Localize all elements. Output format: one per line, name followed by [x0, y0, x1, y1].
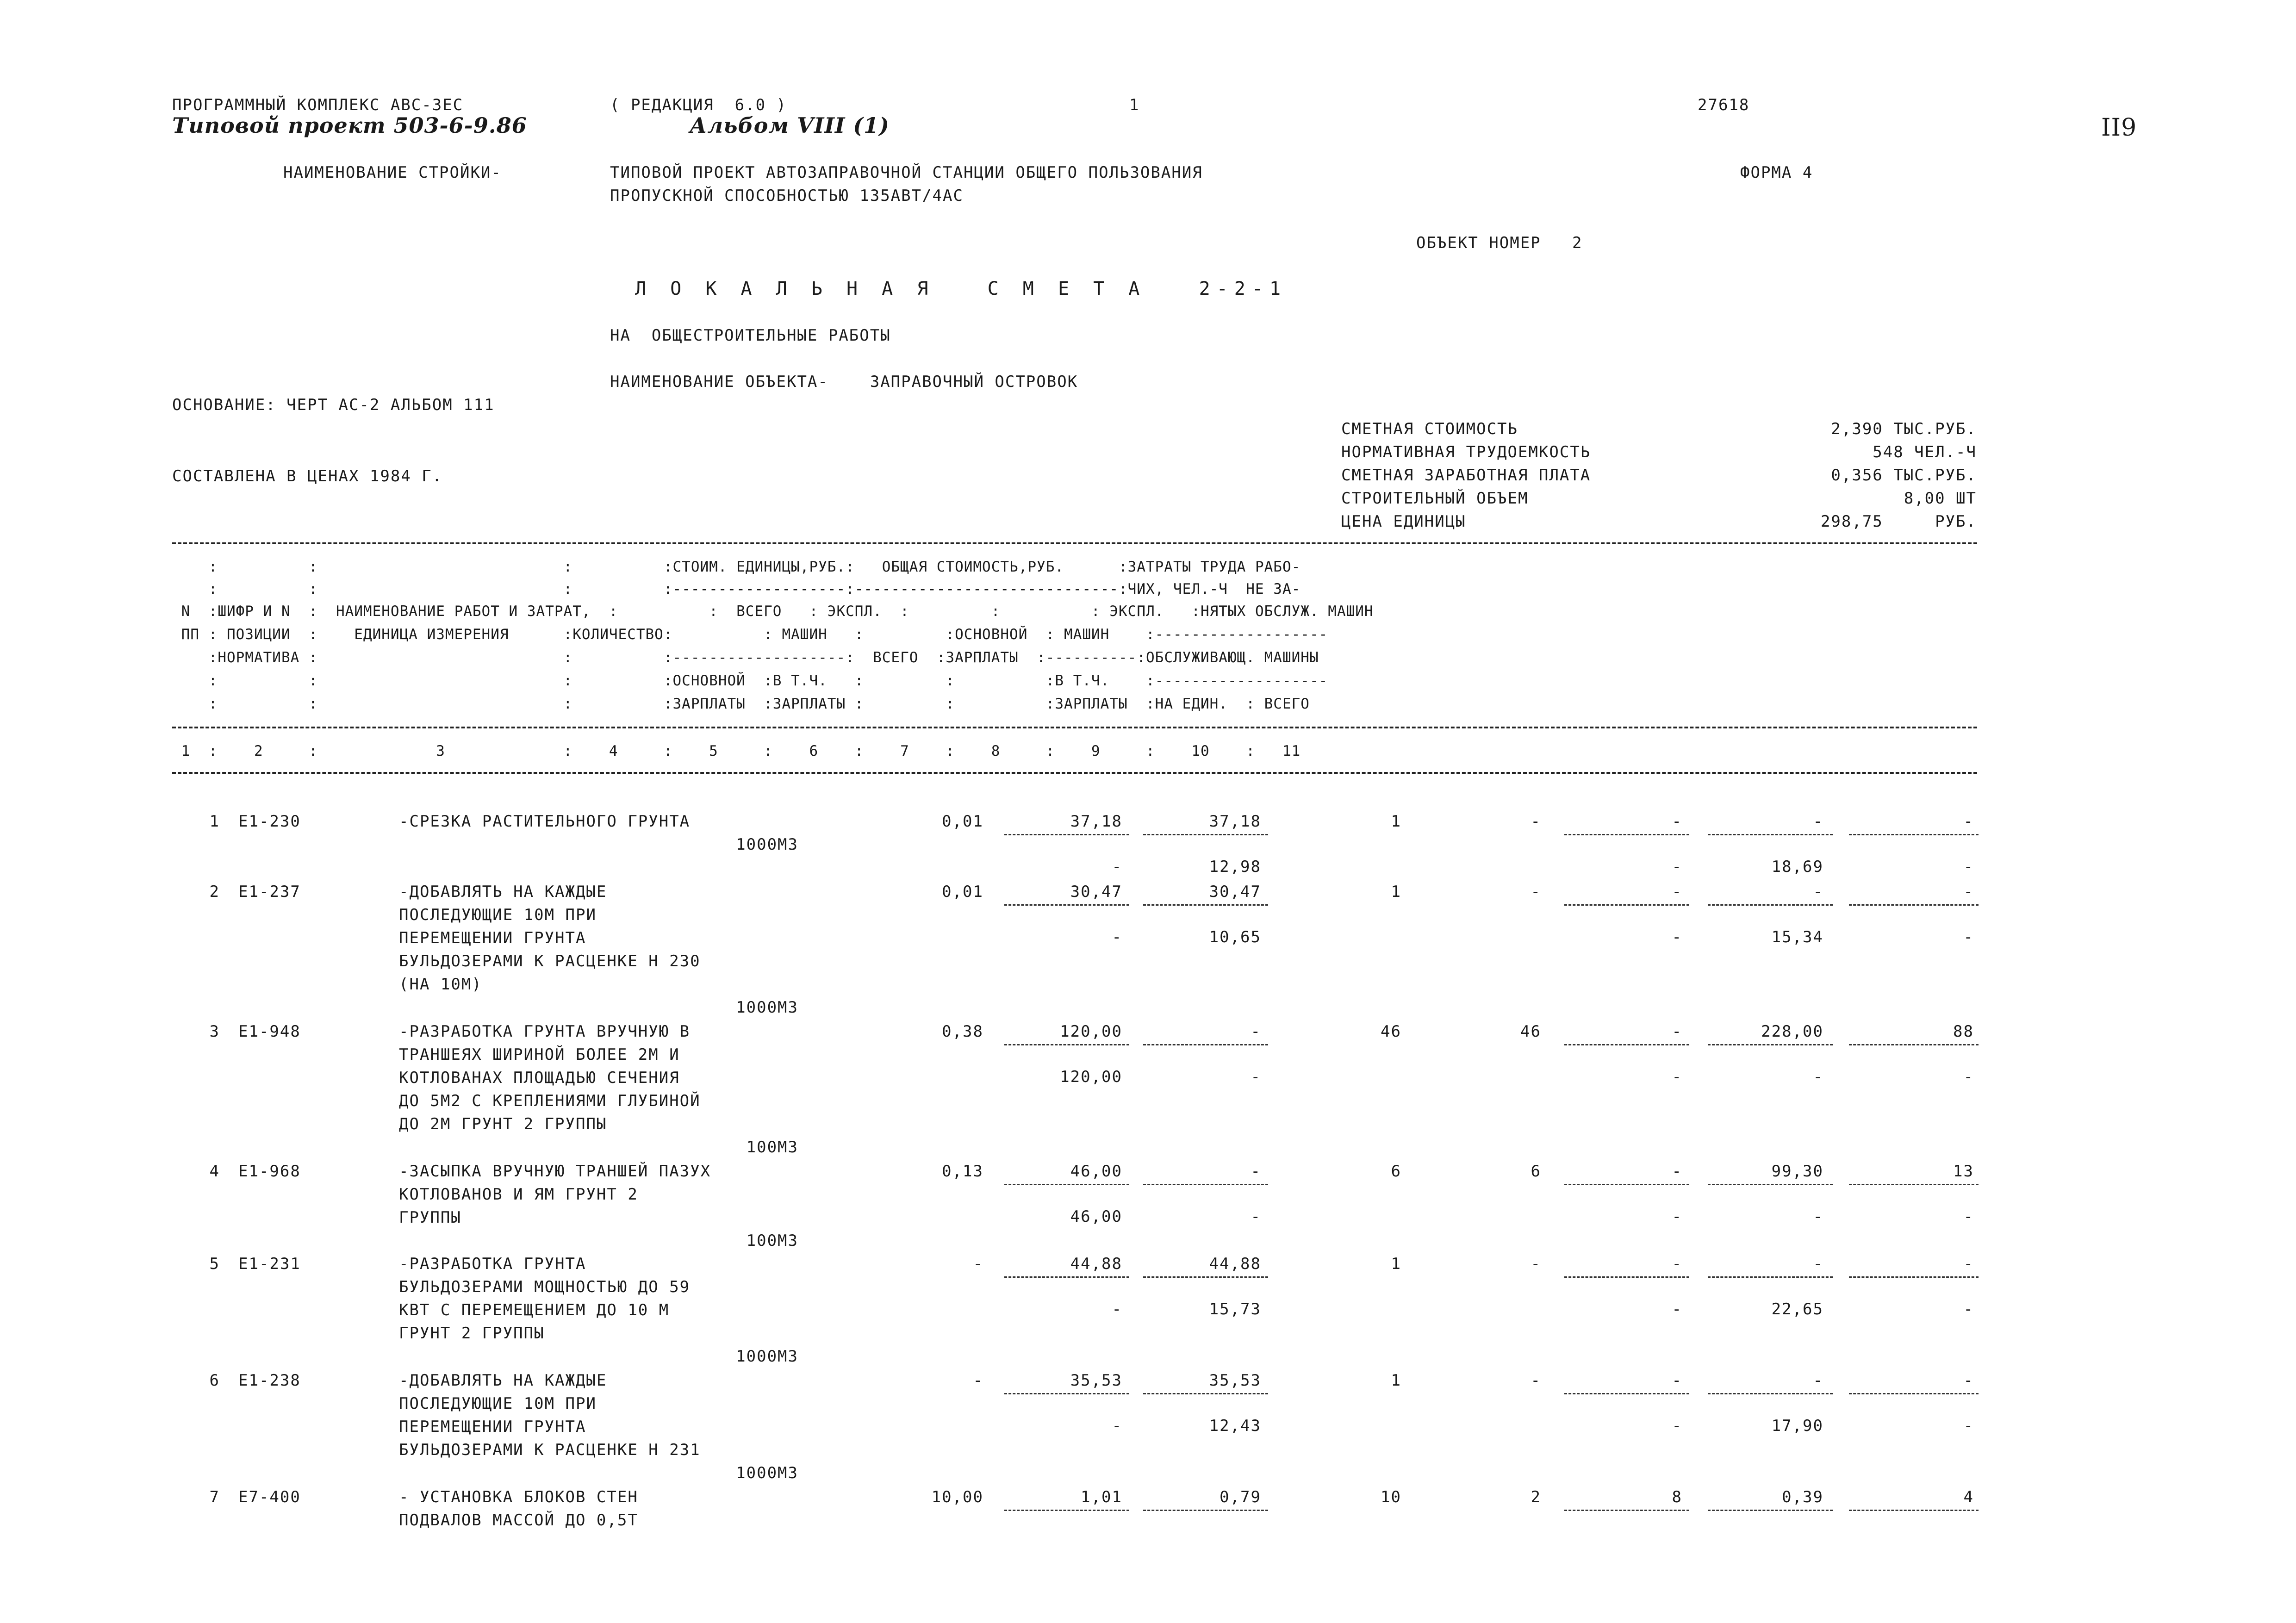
- labor-per-unit: 99,30: [1771, 1162, 1823, 1181]
- work-name: (НА 10М): [399, 975, 482, 994]
- unit-cost-machines: -: [1251, 1162, 1261, 1181]
- service-total: -: [1963, 858, 1974, 876]
- work-name: -РАЗРАБОТКА ГРУНТА: [399, 1255, 586, 1273]
- total-cost: 1: [1391, 1371, 1401, 1390]
- labor-total: 4: [1963, 1488, 1974, 1506]
- work-name: ПОДВАЛОВ МАССОЙ ДО 0,5Т: [399, 1511, 638, 1530]
- norm-code: Е7-400: [238, 1488, 301, 1506]
- summary-label: ЦЕНА ЕДИНИЦЫ: [1341, 512, 1466, 531]
- column-numbers-rule: [172, 772, 1977, 774]
- work-name: ГРУППЫ: [399, 1208, 461, 1227]
- quantity: 0,13: [942, 1162, 983, 1181]
- measure-unit: 100М3: [746, 1231, 798, 1250]
- total-base-salary: 46: [1520, 1022, 1541, 1041]
- row-number: 1: [209, 812, 220, 831]
- total-cost: 1: [1391, 1255, 1401, 1273]
- table-header-line: : : : :СТОИМ. ЕДИНИЦЫ,РУБ.: ОБЩАЯ СТОИМОСТЬ,РУБ. :ЗАТРАТЫ ТРУДА РАБО-: [172, 559, 1301, 575]
- row-number: 7: [209, 1488, 220, 1506]
- program-name: ПРОГРАММНЫЙ КОМПЛЕКС АВС-ЗЕС: [172, 96, 464, 114]
- row-number: 6: [209, 1371, 220, 1390]
- quantity: 10,00: [931, 1488, 983, 1506]
- total-cost: 6: [1391, 1162, 1401, 1181]
- labor-total: -: [1963, 812, 1974, 831]
- service-per-unit: -: [1813, 1068, 1823, 1086]
- measure-unit: 1000М3: [736, 835, 798, 854]
- unit-cost-total: 46,00: [1070, 1162, 1122, 1181]
- subtotal-rule: [1564, 1044, 1689, 1045]
- labor-per-unit: 0,39: [1782, 1488, 1823, 1506]
- work-name: БУЛЬДОЗЕРАМИ К РАСЦЕНКЕ Н 230: [399, 952, 701, 970]
- work-name: ДО 2М ГРУНТ 2 ГРУППЫ: [399, 1115, 607, 1133]
- quantity: 0,01: [942, 812, 983, 831]
- subtotal-rule: [1708, 1393, 1833, 1394]
- total-base-salary: 6: [1531, 1162, 1541, 1181]
- table-header-line: : : : :-------------------:-----------------------------:ЧИХ, ЧЕЛ.-Ч НЕ ЗА-: [172, 581, 1301, 597]
- unit-cost-total: 37,18: [1070, 812, 1122, 831]
- machine-salary: -: [1672, 858, 1682, 876]
- total-machines: -: [1672, 1022, 1682, 1041]
- subtotal-rule: [1708, 1184, 1833, 1185]
- unit-cost-total: 35,53: [1070, 1371, 1122, 1390]
- machine-salary: -: [1672, 1207, 1682, 1226]
- summary-label: НОРМАТИВНАЯ ТРУДОЕМКОСТЬ: [1341, 443, 1591, 461]
- labor-total: 13: [1953, 1162, 1974, 1181]
- program-edition: ( РЕДАКЦИЯ 6.0 ): [610, 96, 787, 114]
- work-name: ПОСЛЕДУЮЩИЕ 10М ПРИ: [399, 906, 597, 924]
- norm-code: Е1-230: [238, 812, 301, 831]
- total-cost: 1: [1391, 883, 1401, 901]
- summary-value: 8,00 ШТ: [1904, 489, 1977, 508]
- machine-salary: -: [1672, 1068, 1682, 1086]
- unit-machine-salary: 12,43: [1209, 1417, 1261, 1435]
- summary-label: СМЕТНАЯ ЗАРАБОТНАЯ ПЛАТА: [1341, 466, 1591, 485]
- work-name: -ДОБАВЛЯТЬ НА КАЖДЫЕ: [399, 883, 607, 901]
- service-per-unit: 15,34: [1771, 928, 1823, 946]
- prices-basis: СОСТАВЛЕНА В ЦЕНАХ 1984 Г.: [172, 467, 443, 485]
- work-name: БУЛЬДОЗЕРАМИ К РАСЦЕНКЕ Н 231: [399, 1441, 701, 1459]
- unit-cost-machines: 30,47: [1209, 883, 1261, 901]
- total-cost: 10: [1381, 1488, 1401, 1506]
- total-machines: -: [1672, 812, 1682, 831]
- total-machines: -: [1672, 1162, 1682, 1181]
- table-header-line: ПП : ПОЗИЦИИ : ЕДИНИЦА ИЗМЕРЕНИЯ :КОЛИЧЕСТВО: : МАШИН : :ОСНОВНОЙ : МАШИН :-------------------: [172, 626, 1328, 643]
- unit-cost-machines: 0,79: [1220, 1488, 1261, 1506]
- total-base-salary: -: [1531, 1371, 1541, 1390]
- unit-base-salary: 46,00: [1070, 1207, 1122, 1226]
- labor-per-unit: -: [1813, 812, 1823, 831]
- measure-unit: 100М3: [746, 1138, 798, 1157]
- table-header-line: : : : :ЗАРПЛАТЫ :ЗАРПЛАТЫ : : :ЗАРПЛАТЫ :НА ЕДИН. : ВСЕГО: [172, 696, 1310, 712]
- table-header-line: :НОРМАТИВА : : :-------------------: ВСЕГО :ЗАРПЛАТЫ :----------:ОБСЛУЖИВАЮЩ. МАШИНЫ: [172, 649, 1319, 666]
- machine-salary: -: [1672, 1300, 1682, 1318]
- work-name: ГРУНТ 2 ГРУППЫ: [399, 1324, 545, 1343]
- page-number: II9: [2101, 114, 2137, 142]
- total-machines: -: [1672, 1255, 1682, 1273]
- unit-base-salary: -: [1112, 1417, 1122, 1435]
- norm-code: Е1-948: [238, 1022, 301, 1041]
- labor-per-unit: -: [1813, 1255, 1823, 1273]
- subtotal-rule: [1143, 834, 1268, 835]
- subtotal-rule: [1564, 1510, 1689, 1511]
- subtotal-rule: [1708, 904, 1833, 906]
- total-base-salary: -: [1531, 883, 1541, 901]
- unit-machine-salary: -: [1251, 1207, 1261, 1226]
- labor-per-unit: -: [1813, 1371, 1823, 1390]
- total-cost: 46: [1381, 1022, 1401, 1041]
- work-name: ПЕРЕМЕЩЕНИИ ГРУНТА: [399, 929, 586, 947]
- work-name: КОТЛОВАНОВ И ЯМ ГРУНТ 2: [399, 1185, 638, 1204]
- object-name: НАИМЕНОВАНИЕ ОБЪЕКТА- ЗАПРАВОЧНЫЙ ОСТРОВОК: [610, 373, 1078, 391]
- estimate-title: Л О К А Л Ь Н А Я С М Е Т А 2-2-1: [635, 278, 1288, 299]
- table-header-line: N :ШИФР И N : НАИМЕНОВАНИЕ РАБОТ И ЗАТРАТ, : : ВСЕГО : ЭКСПЛ. : : : ЭКСПЛ. :НЯТЫХ ОБСЛУЖ. МАШИН: [172, 603, 1374, 620]
- subtotal-rule: [1849, 1393, 1979, 1394]
- service-total: -: [1963, 1068, 1974, 1086]
- object-number: ОБЪЕКТ НОМЕР 2: [1416, 234, 1583, 252]
- quantity: 0,01: [942, 883, 983, 901]
- unit-cost-total: 30,47: [1070, 883, 1122, 901]
- unit-machine-salary: 10,65: [1209, 928, 1261, 946]
- subtotal-rule: [1564, 1393, 1689, 1394]
- norm-code: Е1-231: [238, 1255, 301, 1273]
- unit-base-salary: 120,00: [1060, 1068, 1122, 1086]
- machine-salary: -: [1672, 1417, 1682, 1435]
- measure-unit: 1000М3: [736, 998, 798, 1017]
- unit-machine-salary: 15,73: [1209, 1300, 1261, 1318]
- service-per-unit: 18,69: [1771, 858, 1823, 876]
- subtotal-rule: [1143, 1276, 1268, 1278]
- subtotal-rule: [1004, 1184, 1129, 1185]
- subtotal-rule: [1143, 1393, 1268, 1394]
- album-number: Альбом VIII (1): [690, 113, 890, 138]
- subtotal-rule: [1708, 834, 1833, 835]
- work-name: ПЕРЕМЕЩЕНИИ ГРУНТА: [399, 1418, 586, 1436]
- subtotal-rule: [1004, 1276, 1129, 1278]
- summary-value: 548 ЧЕЛ.-Ч: [1873, 443, 1977, 461]
- machine-salary: -: [1672, 928, 1682, 946]
- summary-label: СТРОИТЕЛЬНЫЙ ОБЪЕМ: [1341, 489, 1529, 508]
- unit-cost-machines: 35,53: [1209, 1371, 1261, 1390]
- total-cost: 1: [1391, 812, 1401, 831]
- typical-project: Типовой проект 503-6-9.86: [172, 113, 527, 138]
- work-name: -РАЗРАБОТКА ГРУНТА ВРУЧНУЮ В: [399, 1022, 691, 1041]
- summary-value: 298,75 РУБ.: [1820, 512, 1977, 531]
- unit-cost-machines: -: [1251, 1022, 1261, 1041]
- summary-value: 0,356 ТЫС.РУБ.: [1831, 466, 1977, 485]
- subtotal-rule: [1849, 1044, 1979, 1045]
- subtotal-rule: [1849, 904, 1979, 906]
- total-machines: 8: [1672, 1488, 1682, 1506]
- construction-name-line2: ПРОПУСКНОЙ СПОСОБНОСТЬЮ 135АВТ/4АС: [610, 187, 964, 205]
- subtotal-rule: [1143, 1044, 1268, 1045]
- table-header-rule: [172, 727, 1977, 728]
- row-number: 2: [209, 883, 220, 901]
- total-base-salary: -: [1531, 812, 1541, 831]
- norm-code: Е1-237: [238, 883, 301, 901]
- quantity: -: [973, 1255, 983, 1273]
- subtotal-rule: [1849, 834, 1979, 835]
- measure-unit: 1000М3: [736, 1347, 798, 1366]
- norm-code: Е1-968: [238, 1162, 301, 1181]
- unit-cost-total: 1,01: [1081, 1488, 1122, 1506]
- work-name: БУЛЬДОЗЕРАМИ МОЩНОСТЬЮ ДО 59: [399, 1278, 691, 1296]
- total-base-salary: -: [1531, 1255, 1541, 1273]
- work-name: ПОСЛЕДУЮЩИЕ 10М ПРИ: [399, 1394, 597, 1413]
- norm-code: Е1-238: [238, 1371, 301, 1390]
- quantity: -: [973, 1371, 983, 1390]
- work-name: -ЗАСЫПКА ВРУЧНУЮ ТРАНШЕЙ ПАЗУХ: [399, 1162, 711, 1181]
- subtotal-rule: [1849, 1510, 1979, 1511]
- subtotal-rule: [1564, 1184, 1689, 1185]
- unit-machine-salary: 12,98: [1209, 858, 1261, 876]
- measure-unit: 1000М3: [736, 1464, 798, 1482]
- form-label: ФОРМА 4: [1740, 163, 1813, 182]
- work-name: - УСТАНОВКА БЛОКОВ СТЕН: [399, 1488, 638, 1506]
- subtotal-rule: [1004, 904, 1129, 906]
- service-total: -: [1963, 1207, 1974, 1226]
- unit-cost-machines: 37,18: [1209, 812, 1261, 831]
- document-code: 27618: [1698, 96, 1750, 114]
- subtotal-rule: [1564, 1276, 1689, 1278]
- unit-base-salary: -: [1112, 928, 1122, 946]
- service-total: -: [1963, 1417, 1974, 1435]
- service-per-unit: 17,90: [1771, 1417, 1823, 1435]
- summary-label: СМЕТНАЯ СТОИМОСТЬ: [1341, 420, 1518, 438]
- subtotal-rule: [1004, 1044, 1129, 1045]
- subtotal-rule: [1708, 1044, 1833, 1045]
- quantity: 0,38: [942, 1022, 983, 1041]
- service-per-unit: -: [1813, 1207, 1823, 1226]
- labor-total: -: [1963, 1371, 1974, 1390]
- unit-base-salary: -: [1112, 858, 1122, 876]
- subtotal-rule: [1004, 1393, 1129, 1394]
- table-top-rule: [172, 542, 1977, 544]
- unit-base-salary: -: [1112, 1300, 1122, 1318]
- total-machines: -: [1672, 1371, 1682, 1390]
- work-name: ТРАНШЕЯХ ШИРИНОЙ БОЛЕЕ 2М И: [399, 1045, 680, 1064]
- work-name: КВТ С ПЕРЕМЕЩЕНИЕМ ДО 10 М: [399, 1301, 670, 1319]
- row-number: 5: [209, 1255, 220, 1273]
- unit-cost-total: 120,00: [1060, 1022, 1122, 1041]
- subtotal-rule: [1564, 834, 1689, 835]
- subtotal-rule: [1849, 1276, 1979, 1278]
- row-number: 4: [209, 1162, 220, 1181]
- sheet-number: 1: [1129, 96, 1140, 114]
- service-per-unit: 22,65: [1771, 1300, 1823, 1318]
- labor-per-unit: 228,00: [1761, 1022, 1823, 1041]
- total-base-salary: 2: [1531, 1488, 1541, 1506]
- labor-total: 88: [1953, 1022, 1974, 1041]
- subtotal-rule: [1849, 1184, 1979, 1185]
- service-total: -: [1963, 928, 1974, 946]
- unit-machine-salary: -: [1251, 1068, 1261, 1086]
- subtotal-rule: [1004, 1510, 1129, 1511]
- subtotal-rule: [1004, 834, 1129, 835]
- estimate-subject: НА ОБЩЕСТРОИТЕЛЬНЫЕ РАБОТЫ: [610, 326, 891, 345]
- total-machines: -: [1672, 883, 1682, 901]
- basis: ОСНОВАНИЕ: ЧЕРТ АС-2 АЛЬБОМ 111: [172, 396, 495, 414]
- work-name: КОТЛОВАНАХ ПЛОЩАДЬЮ СЕЧЕНИЯ: [399, 1069, 680, 1087]
- construction-label: НАИМЕНОВАНИЕ СТРОЙКИ-: [283, 163, 502, 182]
- table-header-line: : : : :ОСНОВНОЙ :В Т.Ч. : : :В Т.Ч. :-------------------: [172, 672, 1328, 689]
- column-numbers: 1 : 2 : 3 : 4 : 5 : 6 : 7 : 8 : 9 : 10 : 11: [172, 743, 1301, 759]
- subtotal-rule: [1708, 1510, 1833, 1511]
- service-total: -: [1963, 1300, 1974, 1318]
- subtotal-rule: [1708, 1276, 1833, 1278]
- row-number: 3: [209, 1022, 220, 1041]
- unit-cost-total: 44,88: [1070, 1255, 1122, 1273]
- work-name: ДО 5М2 С КРЕПЛЕНИЯМИ ГЛУБИНОЙ: [399, 1092, 701, 1110]
- subtotal-rule: [1143, 904, 1268, 906]
- labor-per-unit: -: [1813, 883, 1823, 901]
- subtotal-rule: [1143, 1184, 1268, 1185]
- labor-total: -: [1963, 883, 1974, 901]
- unit-cost-machines: 44,88: [1209, 1255, 1261, 1273]
- construction-name-line1: ТИПОВОЙ ПРОЕКТ АВТОЗАПРАВОЧНОЙ СТАНЦИИ ОБЩЕГО ПОЛЬЗОВАНИЯ: [610, 163, 1203, 182]
- work-name: -ДОБАВЛЯТЬ НА КАЖДЫЕ: [399, 1371, 607, 1390]
- subtotal-rule: [1143, 1510, 1268, 1511]
- labor-total: -: [1963, 1255, 1974, 1273]
- work-name: -СРЕЗКА РАСТИТЕЛЬНОГО ГРУНТА: [399, 812, 691, 831]
- subtotal-rule: [1564, 904, 1689, 906]
- summary-value: 2,390 ТЫС.РУБ.: [1831, 420, 1977, 438]
